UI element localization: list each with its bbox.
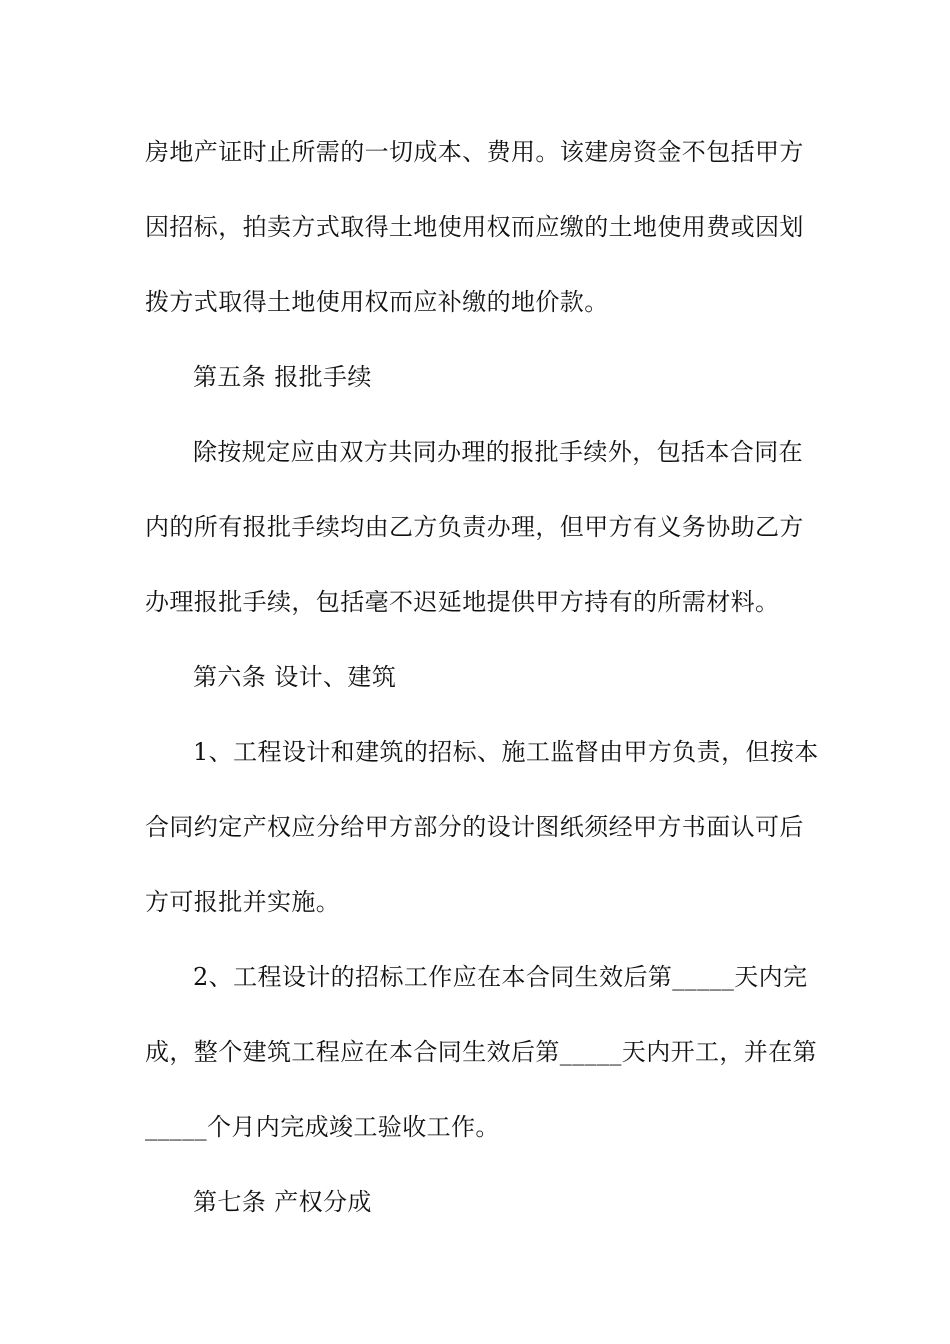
body-text-line: 2、工程设计的招标工作应在本合同生效后第_____天内完	[193, 963, 808, 991]
article-heading: 第六条 设计、建筑	[193, 663, 397, 691]
body-text-line: 除按规定应由双方共同办理的报批手续外，包括本合同在	[193, 438, 803, 466]
body-text-line: 合同约定产权应分给甲方部分的设计图纸须经甲方书面认可后	[145, 813, 804, 841]
body-text-line: 拨方式取得土地使用权而应补缴的地价款。	[145, 288, 609, 316]
body-text-line: _____个月内完成竣工验收工作。	[145, 1113, 500, 1141]
body-text-line: 成，整个建筑工程应在本合同生效后第_____天内开工，并在第	[145, 1038, 817, 1066]
article-heading: 第七条 产权分成	[193, 1188, 372, 1216]
body-text-line: 1、工程设计和建筑的招标、施工监督由甲方负责，但按本	[193, 738, 819, 766]
body-text-line: 方可报批并实施。	[145, 888, 341, 916]
body-text-line: 办理报批手续，包括毫不迟延地提供甲方持有的所需材料。	[145, 588, 780, 616]
article-heading: 第五条 报批手续	[193, 363, 372, 391]
body-text-line: 内的所有报批手续均由乙方负责办理，但甲方有义务协助乙方	[145, 513, 804, 541]
body-text-line: 房地产证时止所需的一切成本、费用。该建房资金不包括甲方	[145, 138, 804, 166]
body-text-line: 因招标，拍卖方式取得土地使用权而应缴的土地使用费或因划	[145, 213, 804, 241]
